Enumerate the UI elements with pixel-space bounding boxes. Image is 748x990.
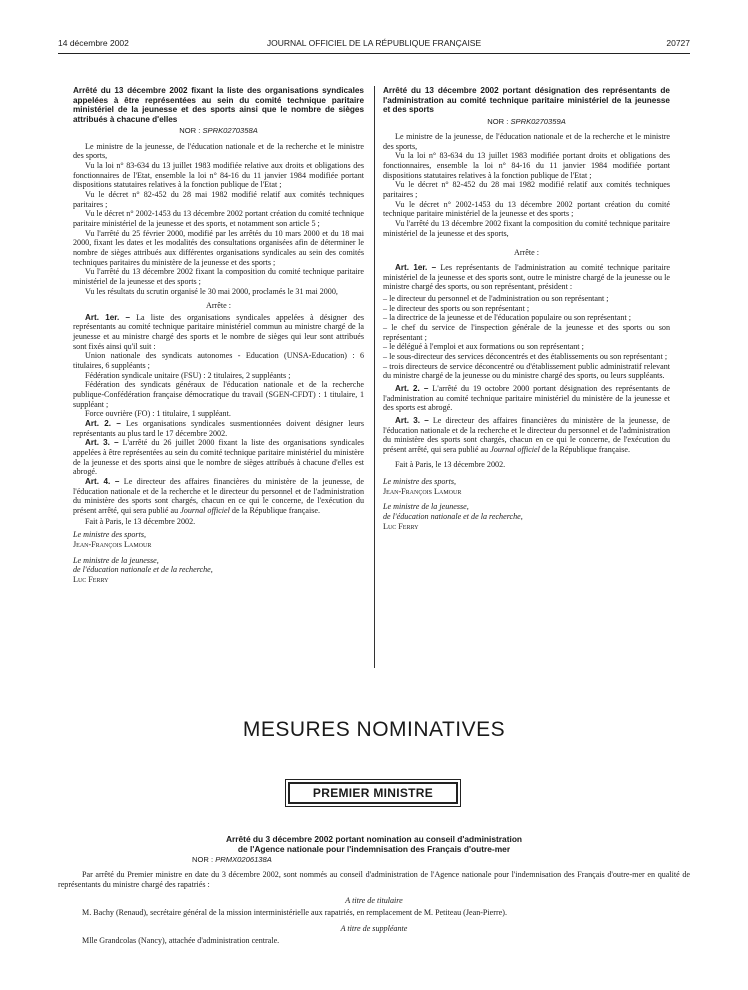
column-divider	[374, 86, 375, 668]
right-list-item: – la directrice de la jeunesse et de l'éducation populaire ou son représentant ;	[383, 313, 631, 323]
left-para: Vu l'arrêté du 13 décembre 2002 fixant la composition du comité technique paritaire ministériel de la jeunesse et des sports ;	[73, 267, 364, 286]
left-signature-jeunesse: Le ministre de la jeunesse, de l'éducation nationale et de la recherche, Luc Ferry	[73, 555, 213, 584]
left-para: Vu le décret n° 82-452 du 28 mai 1982 modifié relatif aux comités techniques paritaires ;	[73, 189, 364, 209]
right-para: Le ministre de la jeunesse, de l'éducation nationale et de la recherche et le ministre des sports,	[383, 132, 670, 151]
page-header	[58, 38, 690, 52]
right-column	[383, 86, 670, 531]
right-arrete-title: Arrêté du 13 décembre 2002 portant désignation des représentants de l'administration au comité technique paritaire ministériel de la jeunesse et des sports	[383, 86, 670, 114]
right-para: Vu l'arrêté du 13 décembre 2002 fixant la composition du comité technique paritaire ministériel de la jeunesse et des sports,	[383, 219, 670, 238]
right-para: Vu le décret n° 82-452 du 28 mai 1982 modifié relatif aux comités techniques paritaires ;	[383, 180, 670, 200]
bottom-para: Par arrêté du Premier ministre en date du 3 décembre 2002, sont nommés au conseil d'administration de l'Agence nationale pour l'indemnisation des Français d'outre-mer en qualité de représentants du ministre chargé des rapatriés :	[58, 870, 690, 889]
right-nor-code: SPRK0270359A	[510, 116, 566, 126]
left-para: Vu l'arrêté du 25 février 2000, modifié par les arrêtés du 10 mars 2000 et du 18 mai 2000, fixant les dates et les modalités des consultations organisées afin de déterminer le nombre de sièges attribués aux différentes organisations syndicales au sein des comités techniques paritaires du ministère de la jeunesse et des sports ;	[73, 228, 364, 267]
left-fait: Fait à Paris, le 13 décembre 2002.	[85, 516, 196, 526]
right-para: Vu la loi n° 83-634 du 13 juillet 1983 modifiée portant droits et obligations des fonctionnaires, ensemble la loi n° 84-16 du 11 janvier 1984 modifiée portant dispositions statutaires relatives à la fonction publique de l'Etat ;	[383, 151, 670, 180]
ministry-box	[285, 779, 461, 807]
right-para: Vu le décret n° 2002-1453 du 13 décembre 2002 portant création du comité technique paritaire ministériel de la jeunesse et des sports ;	[383, 199, 670, 219]
left-column	[73, 86, 364, 585]
left-article-4: Art. 4. – Le directeur des affaires financières du ministère de la jeunesse, de l'éducation nationale et de la recherche et le directeur du personnel et de l'administration du ministère des sports sont chargés, chacun en ce qui le concerne, de l'exécution du présent arrêté, qui sera publié au Journal officiel de la République française.	[73, 476, 364, 515]
left-union-item: Fédération des syndicats généraux de l'éducation nationale et de la recherche publique-Confédération française démocratique du travail (SGEN-CFDT) : 1 titulaire, 1 suppléant ;	[73, 380, 364, 409]
left-para: Vu la loi n° 83-634 du 13 juillet 1983 modifiée relative aux droits et obligations des fonctionnaires de l'Etat, ensemble la loi n° 84-16 du 11 janvier 1984 modifiée portant dispositions statutaires relatives à la fonction publique de l'Etat ;	[73, 160, 364, 190]
right-list-item: – le directeur des sports ou son représentant ;	[383, 303, 530, 313]
left-signature-sports: Le ministre des sports, Jean-François Lamour	[73, 530, 152, 549]
right-list-item: – le sous-directeur des services déconcentrés et des établissements ou son représentant ;	[383, 351, 668, 361]
bottom-title-line1: Arrêté du 3 décembre 2002 portant nomination au conseil d'administration	[225, 834, 523, 844]
right-fait: Fait à Paris, le 13 décembre 2002.	[395, 459, 506, 469]
left-para: Vu le décret n° 2002-1453 du 13 décembre 2002 portant création du comité technique paritaire ministériel de la jeunesse et des sports, et notamment son article 5 ;	[73, 209, 364, 228]
right-list-item: – le chef du service de l'inspection générale de la jeunesse et des sports ou son représentant ;	[383, 322, 670, 342]
section-title: MESURES NOMINATIVES	[242, 718, 506, 741]
right-list-item: – le délégué à l'emploi et aux formations ou son représentant ;	[383, 342, 584, 352]
left-nor-code: SPRK0270358A	[202, 126, 258, 135]
titulaire-text: M. Bachy (Renaud), secrétaire général de la mission interministérielle aux rapatriés, en remplacement de M. Petiteau (Jean-Pierre).	[82, 908, 507, 917]
suppleante-heading: A titre de suppléante	[340, 924, 408, 933]
bottom-title-line2: de l'Agence nationale pour l'indemnisation des Français d'outre-mer	[237, 844, 511, 854]
bottom-nor-code: PRMX0206138A	[215, 855, 272, 864]
left-article-1: Art. 1er. – La liste des organisations syndicales appelées à désigner des représentants au comité technique paritaire ministériel commun au ministre chargé de la jeunesse et au ministre chargé des sports et le nombre de sièges qui leur sont attribués sont fixés ainsi qu'il suit :	[73, 312, 364, 351]
left-union-item: Force ouvrière (FO) : 1 titulaire, 1 suppléant.	[85, 409, 231, 419]
right-article-1: Art. 1er. – Les représentants de l'administration au comité technique paritaire ministériel de la jeunesse et des sports sont, outre le ministre chargé de la jeunesse ou le ministre chargé des sports, ou son représentant, président :	[383, 263, 670, 292]
right-arrete-word: Arrête :	[514, 248, 539, 258]
header-rule	[58, 53, 690, 54]
right-list-item: – trois directeurs de service déconcentré ou d'établissement public administratif relevant du ministre chargé de la jeunesse ou du ministre chargé des sports, ou leurs suppléants.	[383, 361, 670, 381]
left-arrete-title: Arrêté du 13 décembre 2002 fixant la liste des organisations syndicales appelées à être représentées au sein du comité technique paritaire ministériel de la jeunesse et des sports ainsi que le nombre de sièges attribués à chacune d'elles	[73, 86, 364, 124]
suppleante-text: Mlle Grandcolas (Nancy), attachée d'administration centrale.	[82, 936, 280, 945]
right-signature-sports: Le ministre des sports, Jean-François Lamour	[383, 477, 462, 496]
bottom-nor: NOR : PRMX0206138A	[192, 855, 272, 864]
right-list-item: – le directeur du personnel et de l'administration ou son représentant ;	[383, 294, 609, 303]
left-union-item: Union nationale des syndicats autonomes - Education (UNSA-Education) : 6 titulaires, 6 suppléants ;	[73, 351, 364, 371]
left-para: Vu les résultats du scrutin organisé le 30 mai 2000, proclamés le 31 mai 2000,	[85, 286, 338, 296]
right-signature-jeunesse: Le ministre de la jeunesse, de l'éducation nationale et de la recherche, Luc Ferry	[383, 502, 523, 531]
right-nor: NOR : SPRK0270359A	[487, 116, 566, 126]
left-article-3: Art. 3. – L'arrêté du 26 juillet 2000 fixant la liste des organisations syndicales appelées à être représentées au sein du comité technique paritaire ministériel du ministère de la jeunesse et des sports ainsi que le nombre de sièges attribués à chacune d'elles est abrogé.	[73, 438, 364, 477]
left-arrete-word: Arrête :	[206, 301, 231, 311]
bottom-arrete	[58, 834, 690, 946]
left-nor: NOR : SPRK0270358A	[179, 126, 258, 135]
right-article-3: Art. 3. – Le directeur des affaires financières du ministère de la jeunesse, de l'éducation nationale et de la recherche et le directeur du personnel et de l'administration du ministère des sports sont chargés, chacun en ce qui le concerne, de l'exécution du présent arrêté, qui sera publié au Journal officiel de la République française.	[383, 415, 670, 454]
left-article-2: Art. 2. – Les organisations syndicales susmentionnées doivent désigner leurs représentants au plus tard le 17 décembre 2002.	[73, 419, 364, 438]
header-journal-title: JOURNAL OFFICIEL DE LA RÉPUBLIQUE FRANÇAISE	[266, 38, 482, 48]
right-article-2: Art. 2. – L'arrêté du 19 octobre 2000 portant désignation des représentants de l'administration au comité technique paritaire ministériel du ministère de la jeunesse et des sports est abrogé.	[383, 383, 670, 413]
left-union-item: Fédération syndicale unitaire (FSU) : 2 titulaires, 2 suppléants ;	[85, 370, 291, 380]
left-para: Le ministre de la jeunesse, de l'éducation nationale et de la recherche et le ministre des sports,	[73, 141, 364, 161]
ministry-label: PREMIER MINISTRE	[288, 782, 458, 804]
header-date: 14 décembre 2002	[58, 38, 129, 48]
header-page-number: 20727	[666, 38, 690, 48]
titulaire-heading: A titre de titulaire	[345, 896, 403, 905]
